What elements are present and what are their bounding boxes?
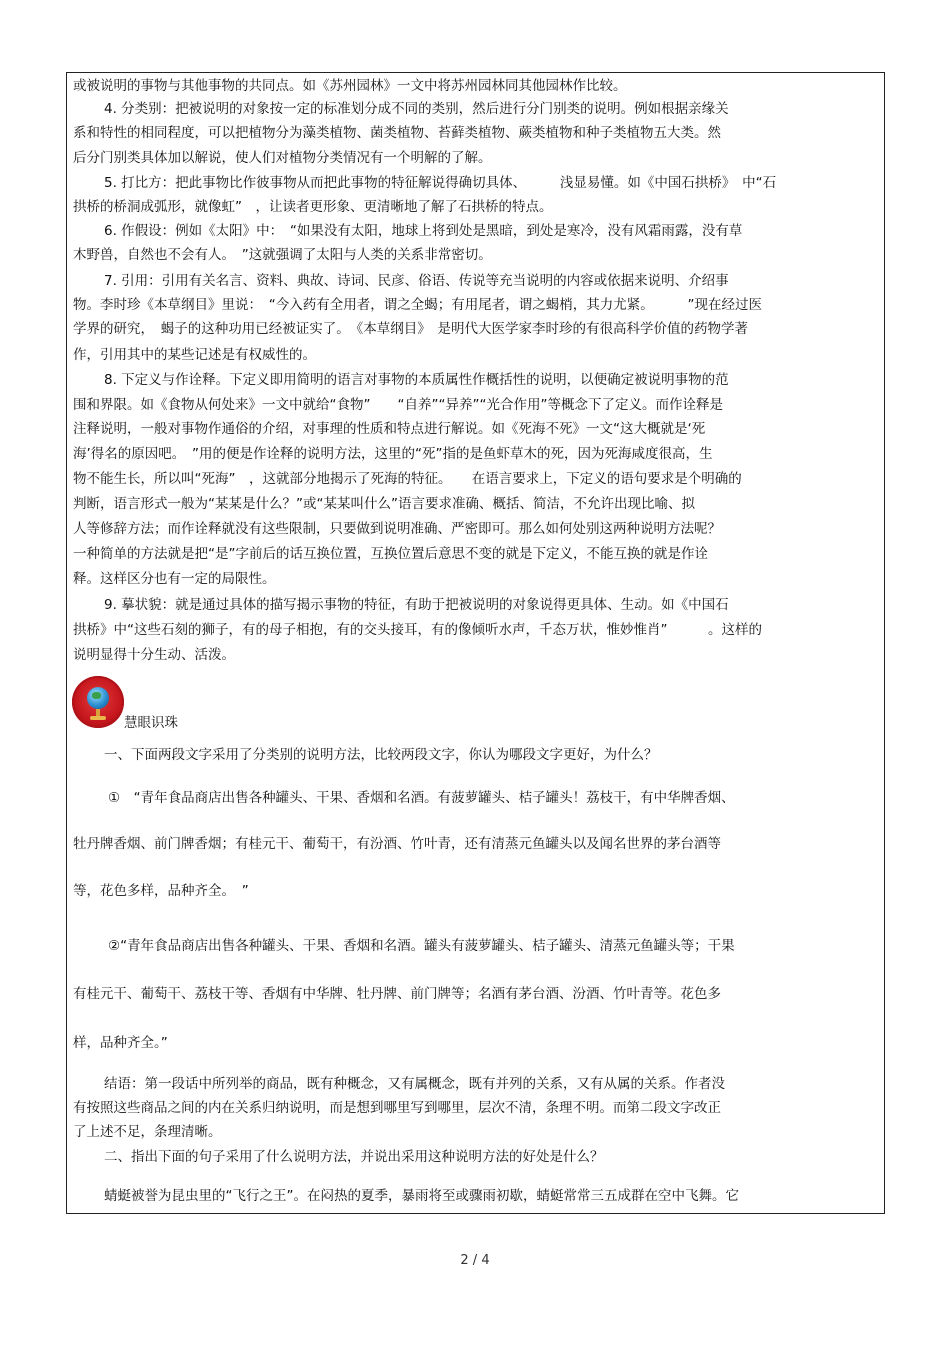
text-line: 海’得名的原因吧。 ”用的便是作诠释的说明方法，这里的“死”指的是鱼虾草木的死，因为死海咸度很高，生 (73, 446, 713, 462)
text-line: 或被说明的事物与其他事物的共同点。如《苏州园林》一文中将苏州园林同其他园林作比较。 (73, 78, 627, 94)
globe-icon (72, 676, 124, 728)
text-line: 6. 作假设：例如《太阳》中： “如果没有太阳，地球上将到处是黑暗，到处是寒冷，没有风霜雨露，没有草 (104, 223, 743, 239)
text-line: 牡丹牌香烟、前门牌香烟；有桂元干、葡萄干，有汾酒、竹叶青，还有清蒸元鱼罐头以及闻名世界的茅台酒等 (73, 836, 721, 852)
text-line: ① “青年食品商店出售各种罐头、干果、香烟和名酒。有菠萝罐头、桔子罐头！荔枝干，有中华牌香烟、 (108, 790, 735, 806)
text-line: 木野兽，自然也不会有人。 ”这就强调了太阳与人类的关系非常密切。 (73, 247, 492, 263)
text-line: 释。这样区分也有一定的局限性。 (73, 571, 276, 587)
text-line: 有桂元干、葡萄干、荔枝干等、香烟有中华牌、牡丹牌、前门牌等；名酒有茅台酒、汾酒、竹叶青等。花色多 (73, 986, 721, 1002)
text-line: 等，花色多样，品种齐全。 ” (73, 883, 249, 899)
question-line: 二、指出下面的句子采用了什么说明方法，并说出采用这种说明方法的好处是什么？ (104, 1149, 604, 1165)
text-line: 拱桥的桥洞成弧形，就像虹” ，让读者更形象、更清晰地了解了石拱桥的特点。 (73, 199, 553, 215)
text-line: 拱桥》中“这些石刻的狮子，有的母子相抱，有的交头接耳，有的像倾听水声，千态万状，惟妙惟肖” 。这样的 (73, 622, 762, 638)
text-line: 8. 下定义与作诠释。下定义即用简明的语言对事物的本质属性作概括性的说明，以便确定被说明事物的范 (104, 372, 729, 388)
text-line: ②“青年食品商店出售各种罐头、干果、香烟和名酒。罐头有菠萝罐头、桔子罐头、清蒸元鱼罐头等；干果 (108, 938, 735, 954)
text-line: 物。李时珍《本草纲目》里说： “今入药有全用者，谓之全蝎；有用尾者，谓之蝎梢，其力尤紧。 ”现在经过医 (73, 297, 762, 313)
section-heading: 慧眼识珠 (124, 715, 178, 731)
page-number: 2 / 4 (460, 1253, 490, 1268)
content-frame (66, 72, 885, 1214)
globe-land (92, 692, 101, 699)
text-line: 7. 引用：引用有关名言、资料、典故、诗词、民彦、俗语、传说等充当说明的内容或依据来说明、介绍事 (104, 273, 729, 289)
text-line: 4. 分类别：把被说明的对象按一定的标准划分成不同的类别，然后进行分门别类的说明。例如根据亲缘关 (104, 101, 729, 117)
text-line: 9. 摹状貌：就是通过具体的描写揭示事物的特征，有助于把被说明的对象说得更具体、生动。如《中国石 (104, 597, 729, 613)
text-line: 围和界限。如《食物从何处来》一文中就给“食物” “自养”“异养”“光合作用”等概念下了定义。而作诠释是 (73, 397, 723, 413)
text-line: 后分门别类具体加以解说，使人们对植物分类情况有一个明解的了解。 (73, 150, 492, 166)
text-line: 说明显得十分生动、活泼。 (73, 647, 235, 663)
globe-base (90, 716, 106, 720)
text-line: 样，品种齐全。” (73, 1035, 168, 1051)
text-line: 学界的研究， 蝎子的这种功用已经被证实了。 《本草纲目》 是明代大医学家李时珍的有很高科学价值的药物学著 (73, 321, 748, 337)
text-line: 蜻蜓被誉为昆虫里的“飞行之王”。在闷热的夏季，暴雨将至或骤雨初歇，蜻蜓常常三五成群在空中飞舞。它 (104, 1188, 739, 1204)
text-line: 作，引用其中的某些记述是有权威性的。 (73, 347, 316, 363)
question-line: 一、下面两段文字采用了分类别的说明方法，比较两段文字，你认为哪段文字更好，为什么？ (104, 747, 658, 763)
text-line: 了上述不足，条理清晰。 (73, 1124, 222, 1140)
text-line: 5. 打比方：把此事物比作彼事物从而把此事物的特征解说得确切具体、 浅显易懂。如《中国石拱桥》 中“石 (104, 175, 777, 191)
text-line: 判断，语言形式一般为“某某是什么？”或“某某叫什么”语言要求准确、概括、简洁，不允许出现比喻、拟 (73, 496, 695, 512)
text-line: 物不能生长，所以叫“死海” ，这就部分地揭示了死海的特征。 在语言要求上，下定义的语句要求是个明确的 (73, 471, 742, 487)
text-line: 系和特性的相同程度，可以把植物分为藻类植物、菌类植物、苔藓类植物、蕨类植物和种子类植物五大类。然 (73, 125, 721, 141)
text-line: 一种简单的方法就是把“是”字前后的话互换位置，互换位置后意思不变的就是下定义，不能互换的就是作诠 (73, 546, 708, 562)
text-line: 人等修辞方法；而作诠释就没有这些限制，只要做到说明准确、严密即可。那么如何处别这两种说明方法呢？ (73, 521, 721, 537)
text-line: 有按照这些商品之间的内在关系归纳说明，而是想到哪里写到哪里，层次不清，条理不明。而第二段文字改正 (73, 1100, 721, 1116)
text-line: 结语：第一段话中所列举的商品，既有种概念，又有属概念，既有并列的关系，又有从属的关系。作者没 (104, 1076, 725, 1092)
text-line: 注释说明，一般对事物作通俗的介绍，对事理的性质和特点进行解说。如《死海不死》一文“这大概就是‘死 (73, 421, 706, 437)
